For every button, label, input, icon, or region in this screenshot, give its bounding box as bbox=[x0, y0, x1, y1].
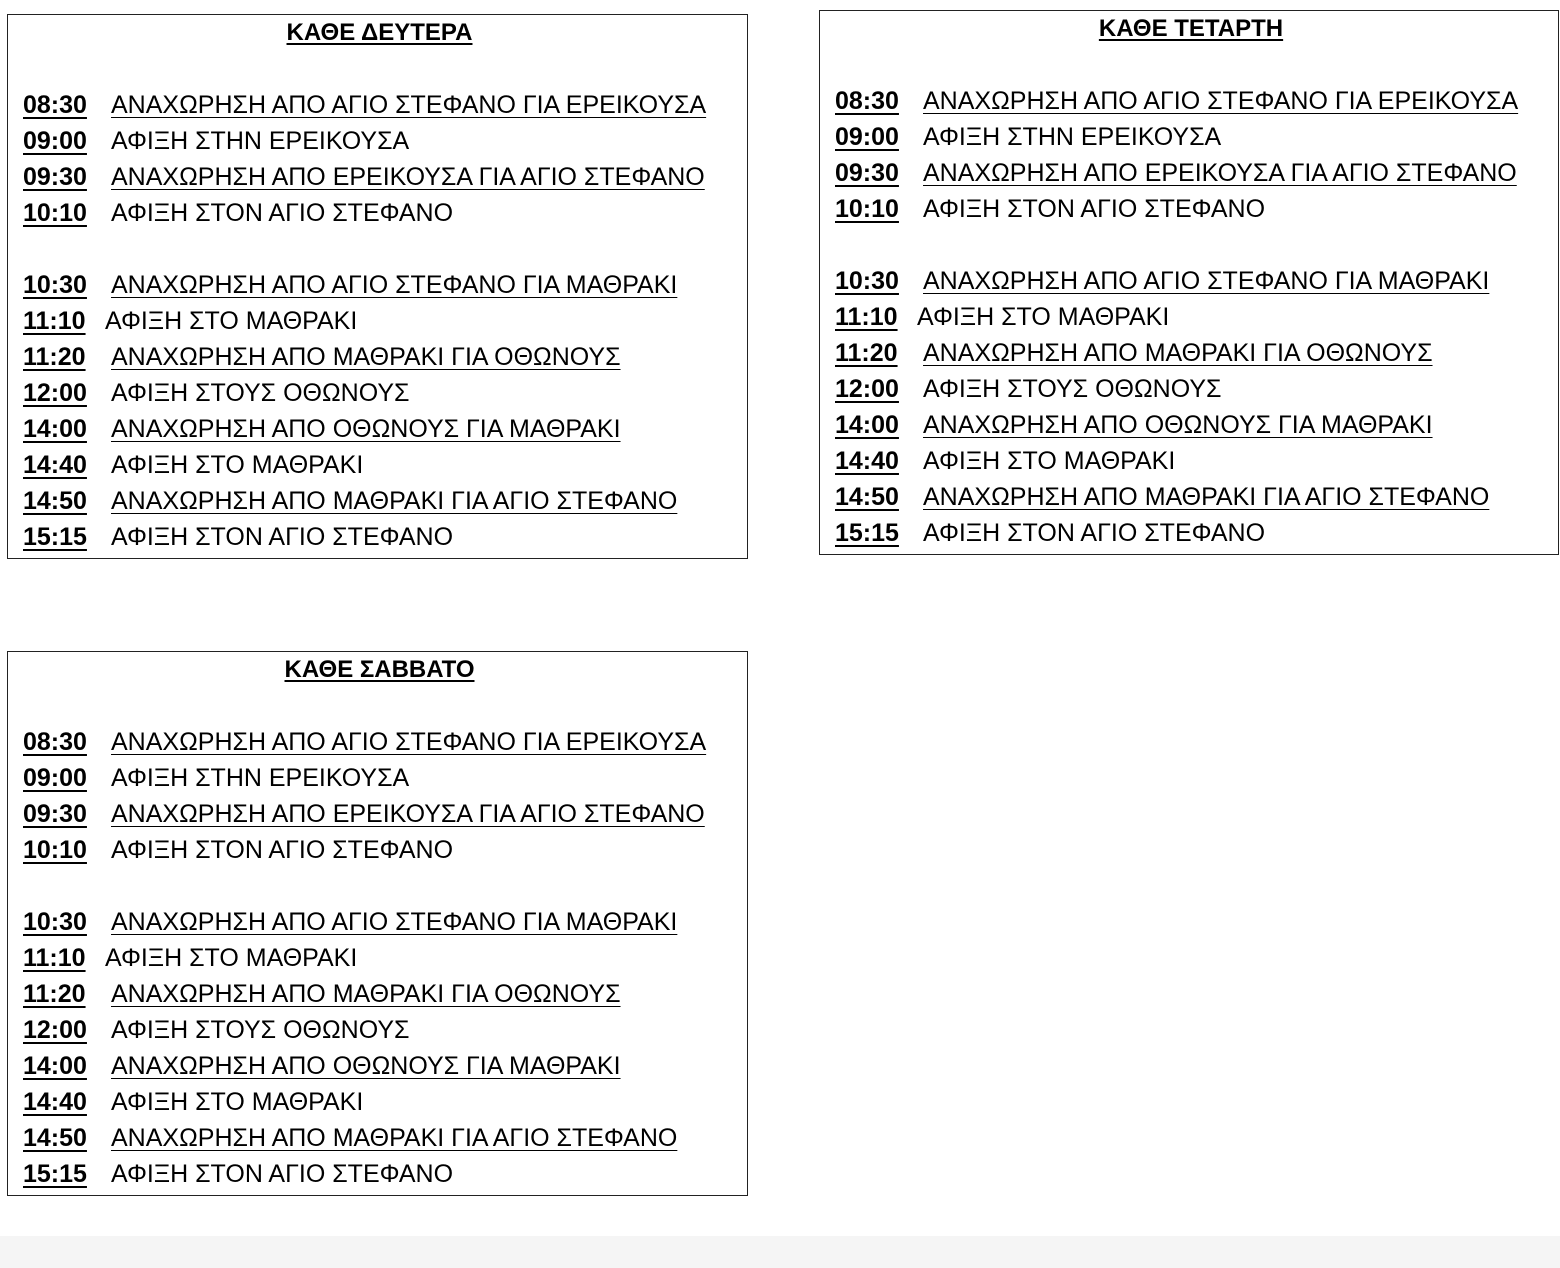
schedule-rows bbox=[8, 724, 747, 1192]
schedule-row bbox=[835, 263, 1558, 299]
trip-description: ΑΦΙΞΗ ΣΤΗΝ ΕΡΕΙΚΟΥΣΑ bbox=[111, 127, 410, 155]
schedule-row bbox=[23, 195, 747, 231]
trip-description: ΑΦΙΞΗ ΣΤΟΝ ΑΓΙΟ ΣΤΕΦΑΝΟ bbox=[111, 1160, 454, 1188]
schedule-row bbox=[23, 940, 747, 976]
schedule-row bbox=[23, 519, 747, 555]
trip-description: ΑΝΑΧΩΡΗΣΗ ΑΠΟ ΑΓΙΟ ΣΤΕΦΑΝΟ ΓΙΑ ΕΡΕΙΚΟΥΣΑ bbox=[111, 91, 707, 119]
schedule-row bbox=[835, 335, 1558, 371]
departure-time: 15:15 bbox=[23, 1160, 87, 1188]
schedule-row bbox=[835, 515, 1558, 551]
schedule-row bbox=[23, 123, 747, 159]
departure-time: 15:15 bbox=[835, 519, 899, 547]
schedule-row bbox=[835, 479, 1558, 515]
departure-time: 08:30 bbox=[23, 728, 87, 756]
departure-time: 08:30 bbox=[23, 91, 87, 119]
departure-time: 14:00 bbox=[23, 415, 87, 443]
trip-description: ΑΦΙΞΗ ΣΤΟΝ ΑΓΙΟ ΣΤΕΦΑΝΟ bbox=[111, 523, 454, 551]
trip-description: ΑΝΑΧΩΡΗΣΗ ΑΠΟ ΜΑΘΡΑΚΙ ΓΙΑ ΟΘΩΝΟΥΣ bbox=[111, 343, 621, 371]
trip-description: ΑΝΑΧΩΡΗΣΗ ΑΠΟ ΑΓΙΟ ΣΤΕΦΑΝΟ ΓΙΑ ΜΑΘΡΑΚΙ bbox=[923, 267, 1490, 295]
trip-description: ΑΦΙΞΗ ΣΤΟΝ ΑΓΙΟ ΣΤΕΦΑΝΟ bbox=[923, 195, 1266, 223]
departure-time: 10:10 bbox=[23, 199, 87, 227]
trip-description: ΑΝΑΧΩΡΗΣΗ ΑΠΟ ΜΑΘΡΑΚΙ ΓΙΑ ΑΓΙΟ ΣΤΕΦΑΝΟ bbox=[111, 487, 678, 515]
schedule-title: ΚΑΘΕ ΔΕΥΤΕΡΑ bbox=[286, 19, 473, 46]
trip-description: ΑΦΙΞΗ ΣΤΟΥΣ ΟΘΩΝΟΥΣ bbox=[111, 1016, 410, 1044]
schedule-box-saturday bbox=[7, 651, 748, 1196]
schedule-row bbox=[23, 1156, 747, 1192]
schedule-title: ΚΑΘΕ ΣΑΒΒΑΤΟ bbox=[284, 656, 475, 683]
schedule-rows bbox=[8, 87, 747, 555]
schedule-row bbox=[23, 87, 747, 123]
trip-description: ΑΦΙΞΗ ΣΤΟΝ ΑΓΙΟ ΣΤΕΦΑΝΟ bbox=[111, 836, 454, 864]
schedule-title: ΚΑΘΕ ΤΕΤΑΡΤΗ bbox=[1098, 15, 1284, 42]
departure-time: 14:40 bbox=[23, 451, 87, 479]
departure-time: 14:00 bbox=[23, 1052, 87, 1080]
departure-time: 14:00 bbox=[835, 411, 899, 439]
schedule-row bbox=[23, 724, 747, 760]
trip-description: ΑΝΑΧΩΡΗΣΗ ΑΠΟ ΕΡΕΙΚΟΥΣΑ ΓΙΑ ΑΓΙΟ ΣΤΕΦΑΝΟ bbox=[111, 163, 705, 191]
schedule-row bbox=[23, 832, 747, 868]
schedule-row bbox=[23, 267, 747, 303]
schedule-row bbox=[835, 371, 1558, 407]
trip-description: ΑΝΑΧΩΡΗΣΗ ΑΠΟ ΑΓΙΟ ΣΤΕΦΑΝΟ ΓΙΑ ΕΡΕΙΚΟΥΣΑ bbox=[111, 728, 707, 756]
schedule-row bbox=[23, 447, 747, 483]
schedule-row bbox=[23, 1048, 747, 1084]
schedule-row bbox=[23, 339, 747, 375]
departure-time: 11:10 bbox=[23, 307, 86, 335]
schedule-row bbox=[835, 119, 1558, 155]
departure-time: 12:00 bbox=[23, 379, 87, 407]
trip-description: ΑΝΑΧΩΡΗΣΗ ΑΠΟ ΕΡΕΙΚΟΥΣΑ ΓΙΑ ΑΓΙΟ ΣΤΕΦΑΝΟ bbox=[923, 159, 1517, 187]
trip-description: ΑΝΑΧΩΡΗΣΗ ΑΠΟ ΑΓΙΟ ΣΤΕΦΑΝΟ ΓΙΑ ΜΑΘΡΑΚΙ bbox=[111, 908, 678, 936]
trip-description: ΑΦΙΞΗ ΣΤΟ ΜΑΘΡΑΚΙ bbox=[923, 447, 1176, 475]
schedule-row bbox=[23, 1120, 747, 1156]
trip-description: ΑΦΙΞΗ ΣΤΟΝ ΑΓΙΟ ΣΤΕΦΑΝΟ bbox=[111, 199, 454, 227]
departure-time: 11:20 bbox=[23, 343, 86, 371]
departure-time: 10:10 bbox=[23, 836, 87, 864]
departure-time: 10:10 bbox=[835, 195, 899, 223]
trip-description: ΑΝΑΧΩΡΗΣΗ ΑΠΟ ΟΘΩΝΟΥΣ ΓΙΑ ΜΑΘΡΑΚΙ bbox=[111, 415, 621, 443]
trip-description: ΑΦΙΞΗ ΣΤΗΝ ΕΡΕΙΚΟΥΣΑ bbox=[111, 764, 410, 792]
schedule-row bbox=[23, 303, 747, 339]
departure-time: 09:30 bbox=[23, 800, 87, 828]
departure-time: 10:30 bbox=[23, 908, 87, 936]
schedule-row bbox=[835, 83, 1558, 119]
departure-time: 09:30 bbox=[23, 163, 87, 191]
schedule-row bbox=[835, 191, 1558, 227]
departure-time: 11:10 bbox=[23, 944, 86, 972]
schedule-row bbox=[23, 411, 747, 447]
departure-time: 15:15 bbox=[23, 523, 87, 551]
trip-description: ΑΦΙΞΗ ΣΤΟ ΜΑΘΡΑΚΙ bbox=[105, 307, 358, 335]
trip-description: ΑΦΙΞΗ ΣΤΟ ΜΑΘΡΑΚΙ bbox=[917, 303, 1170, 331]
schedule-row bbox=[23, 1012, 747, 1048]
trip-description: ΑΦΙΞΗ ΣΤΟΥΣ ΟΘΩΝΟΥΣ bbox=[111, 379, 410, 407]
departure-time: 09:00 bbox=[23, 127, 87, 155]
departure-time: 14:40 bbox=[835, 447, 899, 475]
schedule-row bbox=[23, 375, 747, 411]
schedule-row bbox=[23, 796, 747, 832]
departure-time: 12:00 bbox=[23, 1016, 87, 1044]
group-spacer bbox=[23, 231, 747, 267]
departure-time: 09:30 bbox=[835, 159, 899, 187]
trip-description: ΑΝΑΧΩΡΗΣΗ ΑΠΟ ΜΑΘΡΑΚΙ ΓΙΑ ΟΘΩΝΟΥΣ bbox=[111, 980, 621, 1008]
departure-time: 11:20 bbox=[23, 980, 86, 1008]
schedule-rows bbox=[820, 83, 1558, 551]
trip-description: ΑΝΑΧΩΡΗΣΗ ΑΠΟ ΑΓΙΟ ΣΤΕΦΑΝΟ ΓΙΑ ΜΑΘΡΑΚΙ bbox=[111, 271, 678, 299]
schedule-box-monday bbox=[7, 14, 748, 559]
trip-description: ΑΝΑΧΩΡΗΣΗ ΑΠΟ ΜΑΘΡΑΚΙ ΓΙΑ ΟΘΩΝΟΥΣ bbox=[923, 339, 1433, 367]
trip-description: ΑΝΑΧΩΡΗΣΗ ΑΠΟ ΟΘΩΝΟΥΣ ΓΙΑ ΜΑΘΡΑΚΙ bbox=[923, 411, 1433, 439]
departure-time: 14:40 bbox=[23, 1088, 87, 1116]
schedule-row bbox=[23, 976, 747, 1012]
departure-time: 10:30 bbox=[23, 271, 87, 299]
departure-time: 08:30 bbox=[835, 87, 899, 115]
trip-description: ΑΦΙΞΗ ΣΤΟ ΜΑΘΡΑΚΙ bbox=[105, 944, 358, 972]
trip-description: ΑΦΙΞΗ ΣΤΗΝ ΕΡΕΙΚΟΥΣΑ bbox=[923, 123, 1222, 151]
trip-description: ΑΦΙΞΗ ΣΤΟΝ ΑΓΙΟ ΣΤΕΦΑΝΟ bbox=[923, 519, 1266, 547]
trip-description: ΑΝΑΧΩΡΗΣΗ ΑΠΟ ΜΑΘΡΑΚΙ ΓΙΑ ΑΓΙΟ ΣΤΕΦΑΝΟ bbox=[111, 1124, 678, 1152]
schedule-row bbox=[23, 483, 747, 519]
schedule-row bbox=[23, 1084, 747, 1120]
departure-time: 14:50 bbox=[23, 1124, 87, 1152]
schedule-box-wednesday bbox=[819, 10, 1559, 555]
departure-time: 11:10 bbox=[835, 303, 898, 331]
trip-description: ΑΦΙΞΗ ΣΤΟ ΜΑΘΡΑΚΙ bbox=[111, 1088, 364, 1116]
trip-description: ΑΝΑΧΩΡΗΣΗ ΑΠΟ ΜΑΘΡΑΚΙ ΓΙΑ ΑΓΙΟ ΣΤΕΦΑΝΟ bbox=[923, 483, 1490, 511]
group-spacer bbox=[23, 868, 747, 904]
schedule-row bbox=[835, 443, 1558, 479]
departure-time: 11:20 bbox=[835, 339, 898, 367]
departure-time: 09:00 bbox=[23, 764, 87, 792]
schedule-row bbox=[23, 159, 747, 195]
trip-description: ΑΝΑΧΩΡΗΣΗ ΑΠΟ ΟΘΩΝΟΥΣ ΓΙΑ ΜΑΘΡΑΚΙ bbox=[111, 1052, 621, 1080]
trip-description: ΑΝΑΧΩΡΗΣΗ ΑΠΟ ΕΡΕΙΚΟΥΣΑ ΓΙΑ ΑΓΙΟ ΣΤΕΦΑΝΟ bbox=[111, 800, 705, 828]
group-spacer bbox=[835, 227, 1558, 263]
schedule-row bbox=[835, 407, 1558, 443]
departure-time: 09:00 bbox=[835, 123, 899, 151]
schedule-row bbox=[835, 299, 1558, 335]
trip-description: ΑΦΙΞΗ ΣΤΟΥΣ ΟΘΩΝΟΥΣ bbox=[923, 375, 1222, 403]
departure-time: 10:30 bbox=[835, 267, 899, 295]
schedule-row bbox=[835, 155, 1558, 191]
trip-description: ΑΦΙΞΗ ΣΤΟ ΜΑΘΡΑΚΙ bbox=[111, 451, 364, 479]
schedule-row bbox=[23, 904, 747, 940]
departure-time: 14:50 bbox=[23, 487, 87, 515]
trip-description: ΑΝΑΧΩΡΗΣΗ ΑΠΟ ΑΓΙΟ ΣΤΕΦΑΝΟ ΓΙΑ ΕΡΕΙΚΟΥΣΑ bbox=[923, 87, 1519, 115]
departure-time: 12:00 bbox=[835, 375, 899, 403]
schedule-row bbox=[23, 760, 747, 796]
departure-time: 14:50 bbox=[835, 483, 899, 511]
page-bottom-strip bbox=[0, 1236, 1560, 1268]
